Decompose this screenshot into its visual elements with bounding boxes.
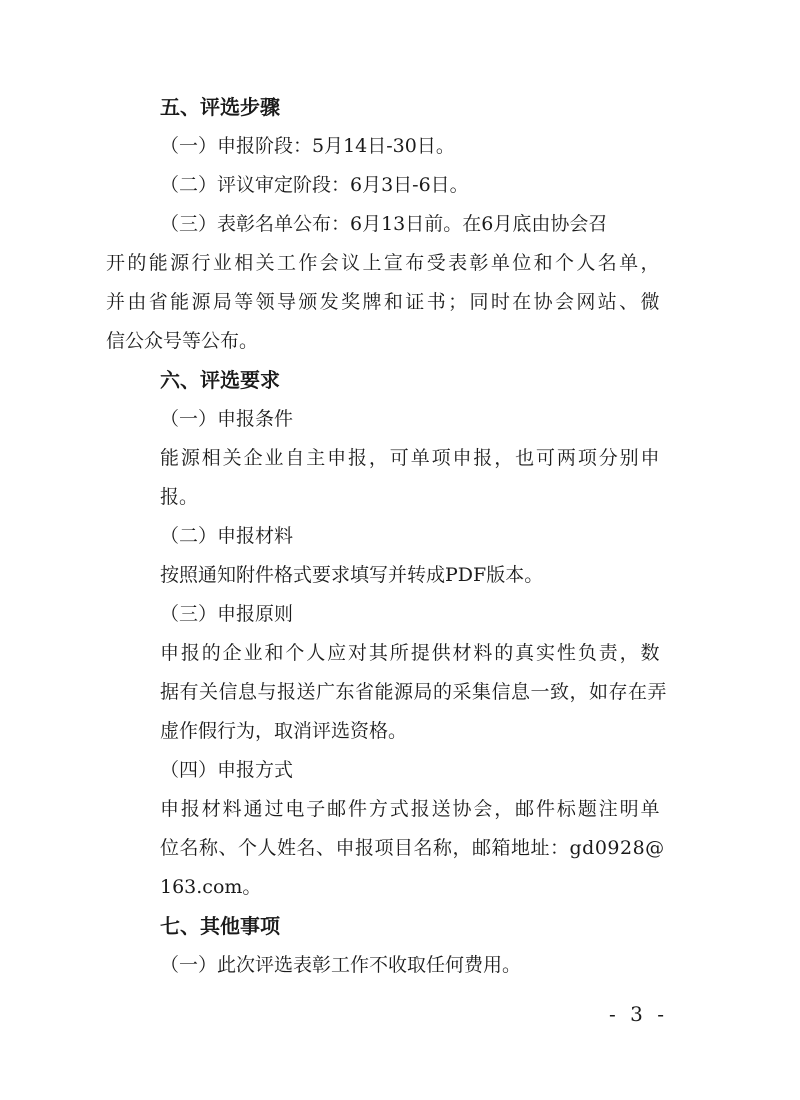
paragraph-line: 报。 <box>160 486 199 508</box>
paragraph-line: 位名称、个人姓名、申报项目名称，邮箱地址：gd0928@ <box>160 837 665 859</box>
paragraph-line: 信公众号等公布。 <box>106 330 259 352</box>
subheading: （四）申报方式 <box>160 759 294 781</box>
paragraph-line: （一）此次评选表彰工作不收取任何费用。 <box>160 954 522 976</box>
subheading: （一）申报条件 <box>160 408 294 430</box>
paragraph-line: 开的能源行业相关工作会议上宣布受表彰单位和个人名单， <box>106 252 660 274</box>
paragraph-line: 据有关信息与报送广东省能源局的采集信息一致，如存在弄 <box>160 681 668 703</box>
paragraph-line: （一）申报阶段：5月14日-30日。 <box>160 135 455 157</box>
paragraph-line: 按照通知附件格式要求填写并转成PDF版本。 <box>160 564 544 586</box>
paragraph-line: （三）表彰名单公布：6月13日前。在6月底由协会召 <box>160 213 608 235</box>
paragraph-line: （二）评议审定阶段：6月3日-6日。 <box>160 174 469 196</box>
paragraph-line: 申报材料通过电子邮件方式报送协会，邮件标题注明单 <box>160 798 660 820</box>
paragraph-line: 并由省能源局等领导颁发奖牌和证书；同时在协会网站、微 <box>106 291 660 313</box>
section-heading-evaluation-steps: 五、评选步骤 <box>160 95 280 119</box>
paragraph-line: 虚作假行为，取消评选资格。 <box>160 720 408 742</box>
section-heading-evaluation-requirements: 六、评选要求 <box>160 368 280 392</box>
paragraph-line: 能源相关企业自主申报，可单项申报，也可两项分别申 <box>160 447 660 469</box>
paragraph-line: 163.com。 <box>160 876 262 898</box>
subheading: （二）申报材料 <box>160 525 294 547</box>
subheading: （三）申报原则 <box>160 603 294 625</box>
paragraph-line: 申报的企业和个人应对其所提供材料的真实性负责，数 <box>160 642 660 664</box>
page-number: - 3 - <box>609 1002 668 1026</box>
section-heading-other-matters: 七、其他事项 <box>160 914 280 938</box>
